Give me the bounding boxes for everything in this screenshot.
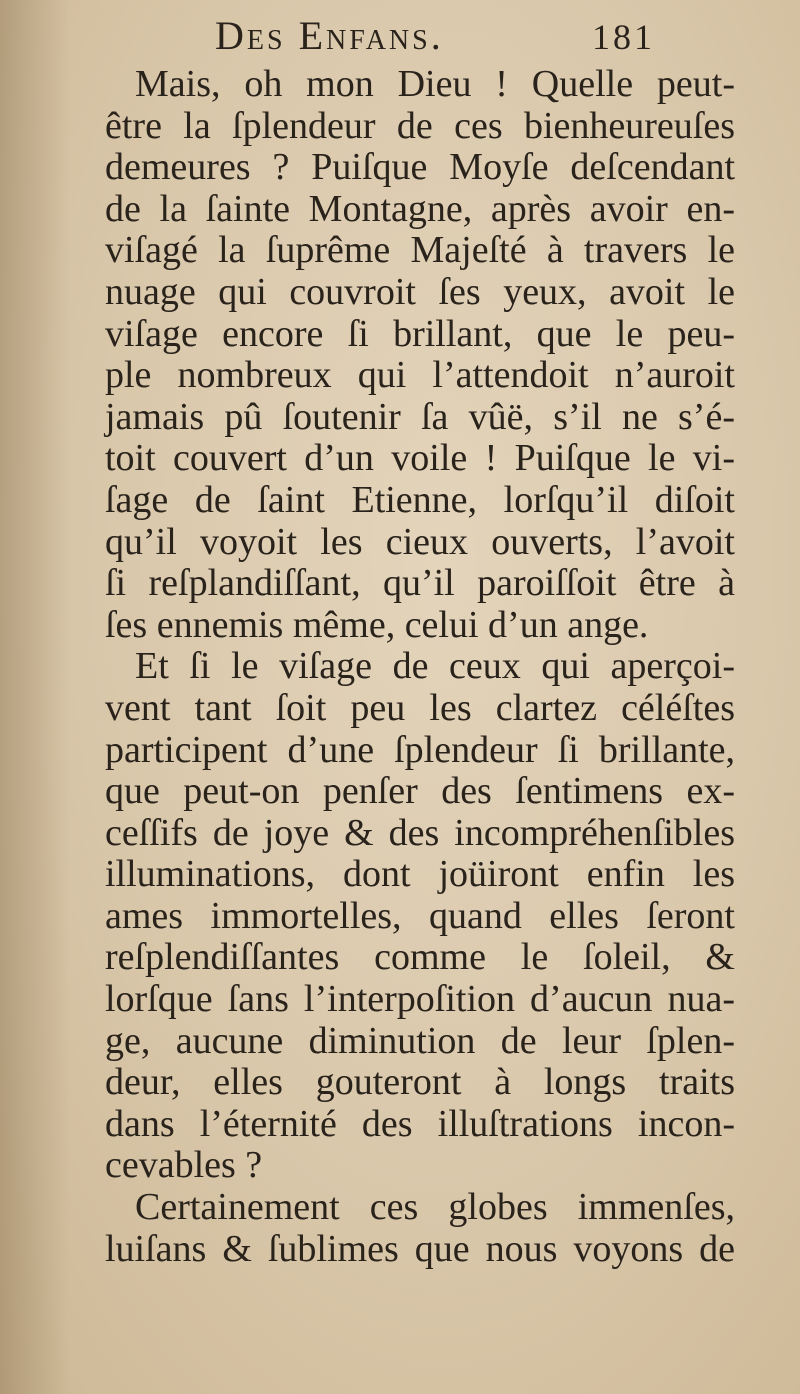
- text-line: nuage qui couvroit ſes yeux, avoit le: [105, 270, 735, 313]
- text-line: illuminations, dont joüiront enfin les: [105, 853, 735, 896]
- text-line: Mais, oh mon Dieu ! Quelle peut-: [135, 63, 735, 105]
- text-line: Et ſi le viſage de ceux qui aperçoi-: [135, 645, 735, 688]
- text-line: vent tant ſoit peu les clartez céléſtes: [105, 686, 735, 729]
- text-line: demeures ? Puiſque Moyſe deſcendant: [105, 146, 735, 189]
- page-header: [215, 12, 655, 64]
- text-line: lorſque ſans l’interpoſition d’aucun nua-: [105, 978, 735, 1021]
- text-line: dans l’éternité des illuſtrations incon-: [105, 1102, 735, 1145]
- text-line: ple nombreux qui l’attendoit n’auroit: [105, 354, 735, 397]
- text-line: ceſſifs de joye & des incompréhenſibles: [105, 811, 735, 854]
- text-line: viſagé la ſuprême Majeſté à travers le: [105, 229, 735, 272]
- text-line: ames immortelles, quand elles ſeront: [105, 894, 735, 937]
- text-line: deur, elles gouteront à longs traits: [105, 1061, 735, 1104]
- text-line: reſplendiſſantes comme le ſoleil, &: [105, 936, 735, 979]
- gutter-shadow: [0, 0, 70, 1394]
- running-title: Des Enfans.: [215, 13, 444, 58]
- text-line: ſage de ſaint Etienne, lorſqu’il diſoit: [105, 478, 735, 521]
- text-line: ſi reſplandiſſant, qu’il paroiſſoit être à: [105, 562, 735, 605]
- text-line: Certainement ces globes immenſes,: [135, 1186, 735, 1229]
- text-line: participent d’une ſplendeur ſi brillante,: [105, 728, 735, 771]
- text-line: être la ſplendeur de ces bienheureuſes: [105, 104, 735, 147]
- text-line: de la ſainte Montagne, après avoir en-: [105, 187, 735, 230]
- text-line: toit couvert d’un voile ! Puiſque le vi-: [105, 437, 735, 480]
- text-line: ge, aucune diminution de leur ſplen-: [105, 1019, 735, 1062]
- text-line: cevables ?: [105, 1144, 263, 1187]
- text-line: viſage encore ſi brillant, que le peu-: [105, 312, 735, 355]
- page-number: 181: [592, 17, 655, 57]
- text-line: jamais pû ſoutenir ſa vûë, s’il ne s’é-: [105, 395, 735, 438]
- body-text: [105, 64, 735, 1270]
- text-line: que peut-on penſer des ſentimens ex-: [105, 770, 735, 813]
- text-line: ſes ennemis même, celui d’un ange.: [105, 603, 649, 646]
- text-line: luiſans & ſublimes que nous voyons de: [105, 1227, 735, 1270]
- text-line: qu’il voyoit les cieux ouverts, l’avoit: [105, 520, 735, 563]
